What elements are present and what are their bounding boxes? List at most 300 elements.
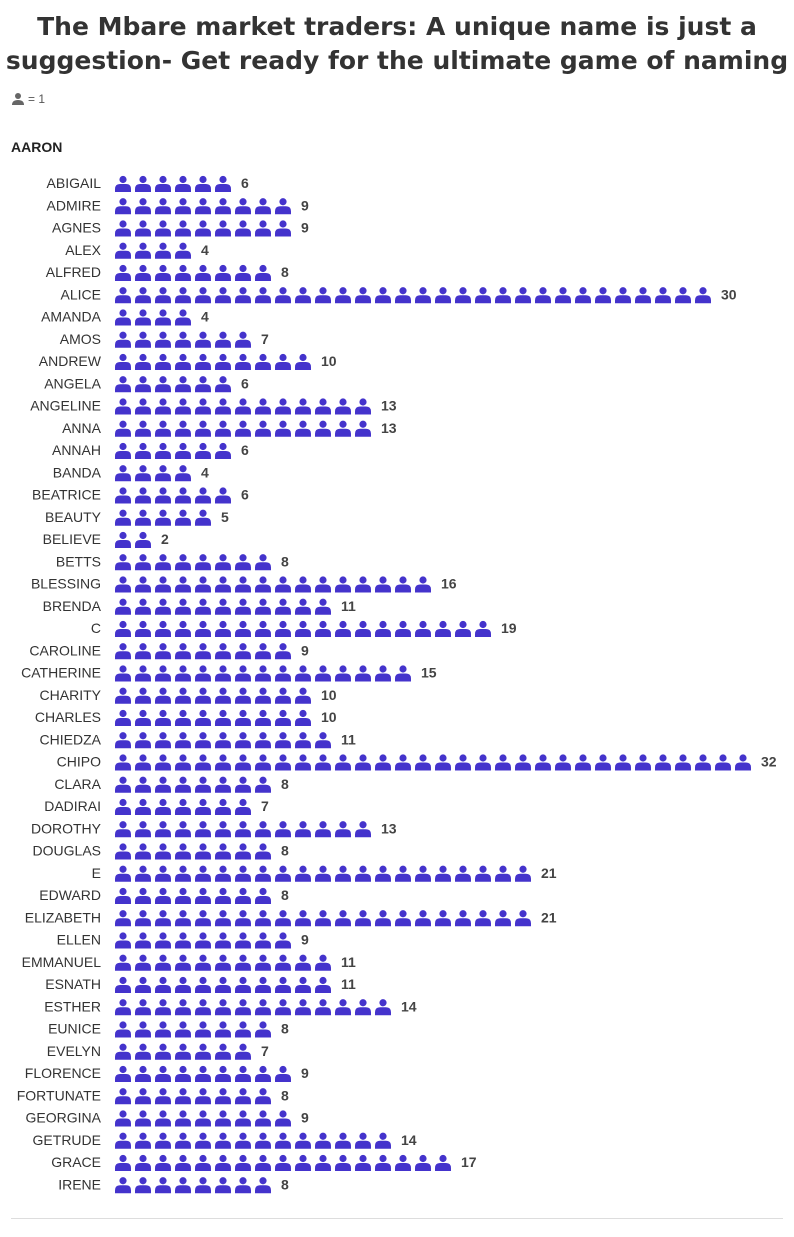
pictogram-row: [30, 398, 397, 415]
person-icon: [155, 421, 171, 437]
person-icon: [155, 621, 171, 637]
person-icon: [215, 799, 231, 815]
person-icon: [275, 754, 291, 770]
person-icon: [215, 354, 231, 370]
value-label: 10: [321, 353, 337, 369]
person-icon: [135, 799, 151, 815]
person-icon: [175, 309, 191, 325]
person-icon: [235, 977, 251, 993]
person-icon: [415, 754, 431, 770]
person-icon: [115, 1066, 131, 1082]
person-icon: [275, 999, 291, 1015]
value-label: 17: [461, 1154, 477, 1170]
person-icon: [355, 999, 371, 1015]
category-label: BLESSING: [30, 575, 101, 592]
person-icon: [155, 599, 171, 615]
person-icon: [115, 1133, 131, 1149]
person-icon: [135, 354, 151, 370]
person-icon: [375, 576, 391, 592]
person-icon: [195, 1044, 211, 1060]
person-icon: [355, 665, 371, 681]
person-icon: [155, 576, 171, 592]
person-icon: [375, 866, 391, 882]
person-icon: [155, 1021, 171, 1037]
person-icon: [435, 910, 451, 926]
person-icon: [135, 932, 151, 948]
pictogram-row: [25, 909, 557, 926]
pictogram-row: [60, 331, 269, 348]
person-icon: [295, 754, 311, 770]
person-icon: [195, 777, 211, 793]
value-label: 9: [301, 642, 309, 659]
person-icon: [135, 665, 151, 681]
category-label: EVELYN: [46, 1042, 101, 1059]
person-icon: [255, 821, 271, 837]
category-label: FLORENCE: [24, 1065, 101, 1081]
person-icon: [175, 643, 191, 659]
person-icon: [335, 866, 351, 882]
person-icon: [335, 910, 351, 926]
person-icon: [135, 621, 151, 637]
person-icon: [175, 843, 191, 859]
pictogram-row: [43, 598, 356, 615]
person-icon: [475, 621, 491, 637]
value-label: 11: [341, 731, 356, 748]
pictogram-row: [39, 887, 289, 904]
pictogram-row: [62, 420, 397, 437]
person-icon: [175, 955, 191, 971]
person-icon: [195, 910, 211, 926]
pictogram-row: [35, 709, 337, 726]
person-icon: [195, 977, 211, 993]
person-icon: [495, 910, 511, 926]
category-label: GRACE: [51, 1154, 101, 1170]
category-label: EMMANUEL: [21, 953, 101, 970]
person-icon: [235, 1044, 251, 1060]
person-icon: [455, 287, 471, 303]
person-icon: [315, 910, 331, 926]
person-icon: [155, 910, 171, 926]
person-icon: [475, 287, 491, 303]
person-icon: [255, 599, 271, 615]
person-icon: [315, 599, 331, 615]
category-label: CHARITY: [39, 686, 101, 703]
category-label: ELIZABETH: [24, 909, 101, 926]
person-icon: [155, 309, 171, 325]
category-label: DADIRAI: [44, 798, 101, 814]
person-icon: [295, 621, 311, 637]
person-icon: [295, 910, 311, 926]
bottom-divider: [11, 1218, 783, 1219]
person-icon: [175, 332, 191, 348]
value-label: 7: [261, 1042, 269, 1059]
person-icon: [255, 1133, 271, 1149]
person-icon: [135, 754, 151, 770]
person-icon: [215, 777, 231, 793]
person-icon: [295, 576, 311, 592]
person-icon: [135, 287, 151, 303]
person-icon: [175, 220, 191, 236]
person-icon: [155, 1155, 171, 1171]
person-icon: [275, 732, 291, 748]
person-icon: [295, 1133, 311, 1149]
person-icon: [155, 888, 171, 904]
person-icon: [215, 888, 231, 904]
person-icon: [235, 732, 251, 748]
person-icon: [135, 576, 151, 592]
category-label: ANNA: [62, 419, 101, 436]
person-icon: [275, 421, 291, 437]
person-icon: [335, 576, 351, 592]
person-icon: [295, 354, 311, 370]
person-icon: [515, 866, 531, 882]
person-icon: [195, 1155, 211, 1171]
person-icon: [155, 243, 171, 259]
person-icon: [175, 1066, 191, 1082]
person-icon: [455, 754, 471, 770]
person-icon: [175, 376, 191, 392]
person-icon: [255, 665, 271, 681]
person-icon: [135, 1066, 151, 1082]
person-icon: [295, 999, 311, 1015]
person-icon: [235, 843, 251, 859]
person-icon: [255, 688, 271, 704]
value-label: 16: [441, 575, 457, 592]
person-icon: [215, 1177, 231, 1193]
person-icon: [255, 977, 271, 993]
pictogram-row: [47, 175, 249, 192]
person-icon: [255, 932, 271, 948]
person-icon: [195, 421, 211, 437]
value-label: 13: [381, 397, 397, 414]
person-icon: [255, 643, 271, 659]
pictogram-row: [48, 1021, 289, 1038]
person-icon: [175, 287, 191, 303]
pictogram-row: [56, 553, 289, 570]
person-icon: [235, 198, 251, 214]
person-icon: [195, 665, 211, 681]
person-icon: [135, 1133, 151, 1149]
pictogram-row: [57, 932, 309, 949]
pictogram-row: [52, 220, 309, 237]
person-icon: [215, 198, 231, 214]
person-icon: [135, 866, 151, 882]
person-icon: [495, 754, 511, 770]
person-icon: [315, 665, 331, 681]
person-icon: [695, 754, 711, 770]
person-icon: [135, 1155, 151, 1171]
pictogram-row: [44, 375, 249, 392]
person-icon: [155, 287, 171, 303]
person-icon: [395, 576, 411, 592]
person-icon: [155, 843, 171, 859]
person-icon: [255, 1021, 271, 1037]
category-label: BANDA: [52, 464, 101, 481]
person-icon: [235, 799, 251, 815]
person-icon: [115, 421, 131, 437]
person-icon: [235, 754, 251, 770]
person-icon: [155, 265, 171, 281]
value-label: 10: [321, 709, 337, 725]
person-icon: [395, 621, 411, 637]
person-icon: [335, 999, 351, 1015]
person-icon: [155, 554, 171, 570]
person-icon: [675, 754, 691, 770]
person-icon: [435, 1155, 451, 1171]
person-icon: [275, 354, 291, 370]
person-icon: [215, 1133, 231, 1149]
person-icon: [195, 510, 211, 526]
person-icon: [355, 421, 371, 437]
person-icon: [115, 309, 131, 325]
person-icon: [175, 1044, 191, 1060]
person-icon: [175, 554, 191, 570]
person-icon: [215, 1110, 231, 1126]
person-icon: [335, 421, 351, 437]
person-icon: [255, 220, 271, 236]
category-label: CAROLINE: [29, 642, 101, 659]
pictogram-row: [57, 754, 777, 771]
person-icon: [395, 866, 411, 882]
person-icon: [395, 665, 411, 681]
person-icon: [255, 888, 271, 904]
person-icon: [195, 332, 211, 348]
person-icon: [175, 398, 191, 414]
person-icon: [215, 1066, 231, 1082]
person-icon: [155, 1177, 171, 1193]
person-icon: [235, 665, 251, 681]
value-label: 8: [281, 1176, 289, 1193]
person-icon: [195, 754, 211, 770]
pictogram-row: [58, 1176, 289, 1193]
value-label: 8: [281, 887, 289, 903]
person-icon: [175, 1155, 191, 1171]
category-label: CLARA: [54, 775, 101, 792]
pictogram-row: [40, 731, 356, 748]
person-icon: [195, 799, 211, 815]
person-icon: [535, 754, 551, 770]
person-icon: [235, 621, 251, 637]
person-icon: [315, 287, 331, 303]
person-icon: [135, 532, 151, 548]
person-icon: [155, 754, 171, 770]
category-label: ANNAH: [51, 442, 101, 458]
value-label: 6: [241, 175, 249, 191]
pictogram-row: [65, 242, 209, 259]
person-icon: [235, 1155, 251, 1171]
person-icon: [175, 510, 191, 526]
person-icon: [275, 198, 291, 214]
person-icon: [655, 287, 671, 303]
pictogram-row: [22, 954, 356, 971]
person-icon: [155, 1088, 171, 1104]
value-label: 4: [201, 241, 209, 258]
person-icon: [135, 176, 151, 192]
category-label: ADMIRE: [46, 197, 101, 214]
category-label: ELLEN: [56, 931, 101, 948]
person-icon: [315, 732, 331, 748]
person-icon: [175, 932, 191, 948]
person-icon: [495, 287, 511, 303]
person-icon: [415, 621, 431, 637]
person-icon: [115, 1044, 131, 1060]
person-icon: [115, 932, 131, 948]
person-icon: [615, 754, 631, 770]
person-icon: [135, 643, 151, 659]
person-icon: [195, 732, 211, 748]
person-icon: [215, 176, 231, 192]
person-icon: [135, 1177, 151, 1193]
person-icon: [375, 665, 391, 681]
value-label: 8: [281, 775, 289, 792]
value-label: 9: [301, 931, 309, 948]
person-icon: [215, 220, 231, 236]
person-icon: [235, 821, 251, 837]
person-icon: [275, 910, 291, 926]
person-icon: [275, 643, 291, 659]
person-icon: [215, 376, 231, 392]
person-icon: [175, 265, 191, 281]
person-icon: [155, 487, 171, 503]
person-icon: [275, 821, 291, 837]
person-icon: [135, 732, 151, 748]
value-label: 4: [201, 308, 209, 325]
person-icon: [215, 599, 231, 615]
person-icon: [375, 287, 391, 303]
person-icon: [115, 198, 131, 214]
person-icon: [215, 1044, 231, 1060]
pictogram-row: [32, 487, 249, 504]
person-icon: [315, 621, 331, 637]
value-label: 21: [541, 864, 557, 881]
person-icon: [455, 866, 471, 882]
person-icon: [115, 554, 131, 570]
person-icon: [215, 554, 231, 570]
person-icon: [515, 287, 531, 303]
person-icon: [115, 332, 131, 348]
person-icon: [155, 354, 171, 370]
person-icon: [155, 443, 171, 459]
legend-text: = 1: [28, 92, 46, 106]
person-icon: [155, 376, 171, 392]
person-icon: [175, 599, 191, 615]
person-icon: [735, 754, 751, 770]
person-icon: [355, 621, 371, 637]
person-icon: [135, 265, 151, 281]
value-label: 9: [301, 219, 309, 236]
person-icon: [215, 910, 231, 926]
person-icon: [175, 977, 191, 993]
person-icon: [135, 999, 151, 1015]
person-icon: [215, 710, 231, 726]
person-icon: [195, 398, 211, 414]
person-icon: [215, 977, 231, 993]
person-icon: [275, 576, 291, 592]
category-label: EDWARD: [39, 887, 101, 903]
person-icon: [135, 910, 151, 926]
value-label: 6: [241, 442, 249, 458]
person-icon: [115, 176, 131, 192]
person-icon: [275, 1155, 291, 1171]
person-icon: [235, 1133, 251, 1149]
person-icon: [355, 1155, 371, 1171]
category-label: DOROTHY: [31, 820, 101, 837]
category-label: GETRUDE: [32, 1131, 101, 1148]
value-label: 15: [421, 664, 437, 681]
category-label: ANGELINE: [30, 397, 101, 414]
person-icon: [335, 621, 351, 637]
person-icon: [155, 398, 171, 414]
person-icon: [175, 1021, 191, 1037]
pictogram-row: [54, 776, 289, 793]
person-icon: [195, 176, 211, 192]
person-icon: [195, 599, 211, 615]
person-icon: [235, 1088, 251, 1104]
person-icon: [175, 866, 191, 882]
person-icon: [515, 910, 531, 926]
person-icon: [255, 1155, 271, 1171]
person-icon: [295, 665, 311, 681]
person-icon: [215, 955, 231, 971]
person-icon: [215, 487, 231, 503]
person-icon: [155, 643, 171, 659]
person-icon: [555, 287, 571, 303]
person-icon: [235, 599, 251, 615]
person-icon: [175, 1088, 191, 1104]
person-icon: [715, 754, 731, 770]
pictogram-row: [31, 576, 457, 593]
person-icon: [135, 243, 151, 259]
person-icon: [155, 955, 171, 971]
person-icon: [255, 1177, 271, 1193]
person-icon: [115, 777, 131, 793]
person-icon: [215, 1155, 231, 1171]
pictogram-row: [17, 1087, 289, 1104]
person-icon: [175, 487, 191, 503]
person-icon: [235, 643, 251, 659]
person-icon: [215, 643, 231, 659]
person-icon: [155, 732, 171, 748]
person-icon: [235, 999, 251, 1015]
value-label: 13: [381, 419, 397, 436]
person-icon: [575, 287, 591, 303]
value-label: 8: [281, 1087, 289, 1104]
person-icon: [315, 1133, 331, 1149]
pictogram-row: [40, 687, 337, 704]
person-icon: [215, 866, 231, 882]
person-icon: [235, 220, 251, 236]
person-icon: [115, 1021, 131, 1037]
person-icon: [455, 621, 471, 637]
pictogram-row: [52, 442, 249, 459]
person-icon: [175, 576, 191, 592]
person-icon: [195, 1021, 211, 1037]
category-label: CATHERINE: [21, 664, 101, 681]
person-icon: [175, 777, 191, 793]
person-icon: [255, 1088, 271, 1104]
person-icon: [235, 777, 251, 793]
person-icon: [115, 398, 131, 414]
person-icon: [275, 398, 291, 414]
value-label: 14: [401, 998, 417, 1015]
person-icon: [255, 354, 271, 370]
person-icon: [215, 821, 231, 837]
person-icon: [375, 1155, 391, 1171]
person-icon: [155, 1044, 171, 1060]
person-icon: [215, 932, 231, 948]
person-icon: [115, 821, 131, 837]
person-icon: [215, 287, 231, 303]
